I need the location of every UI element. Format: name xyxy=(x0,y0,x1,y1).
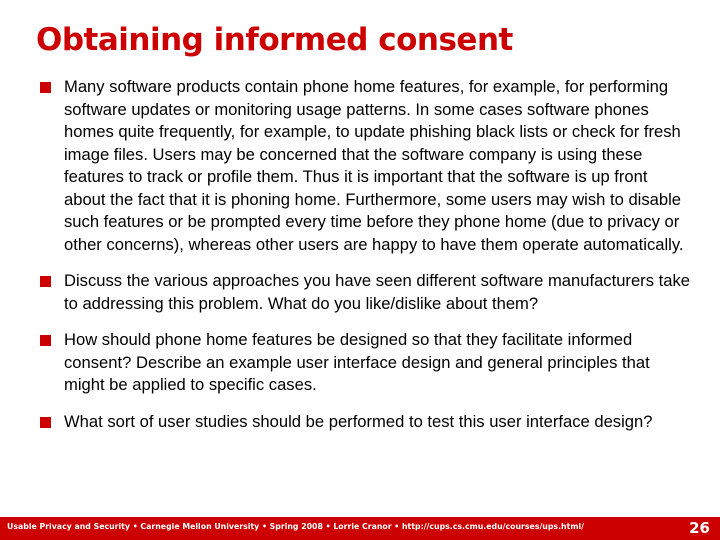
bullet-text: Many software products contain phone home features, for example, for performing software updates or monitoring usage patterns. In some cases software phones homes quite frequently, for example, to update phishing black lists or check for fresh image files. Users may be concerned that the software company is using these features to track or profile them. Thus it is important that the software is up front about the fact that it is phoning home. Furthermore, some users may wish to disable such features or be prompted every time before they phone home (due to privacy or other concerns), whereas other users are happy to have them operate automatically. xyxy=(64,77,684,254)
bullet-item xyxy=(40,270,690,315)
bullet-list xyxy=(40,76,690,447)
page-number: 26 xyxy=(689,519,710,537)
bullet-text: Discuss the various approaches you have seen different software manufacturers take to addressing this problem. What do you like/dislike about them? xyxy=(64,271,690,313)
bullet-item xyxy=(40,76,690,256)
square-bullet-icon xyxy=(40,335,51,346)
slide-title: Obtaining informed consent xyxy=(36,22,513,58)
footer-bar xyxy=(0,517,720,540)
square-bullet-icon xyxy=(40,82,51,93)
square-bullet-icon xyxy=(40,417,51,428)
square-bullet-icon xyxy=(40,276,51,287)
bullet-item xyxy=(40,329,690,397)
bullet-text: What sort of user studies should be performed to test this user interface design? xyxy=(64,411,653,431)
footer-text: Usable Privacy and Security • Carnegie Mellon University • Spring 2008 • Lorrie Cranor • http://cups.cs.cmu.edu/courses/ups.html/ xyxy=(7,522,584,531)
bullet-text: How should phone home features be designed so that they facilitate informed consent? Describe an example user interface design and general principles that might be applied to specific cases. xyxy=(64,330,650,394)
bullet-item xyxy=(40,411,690,434)
